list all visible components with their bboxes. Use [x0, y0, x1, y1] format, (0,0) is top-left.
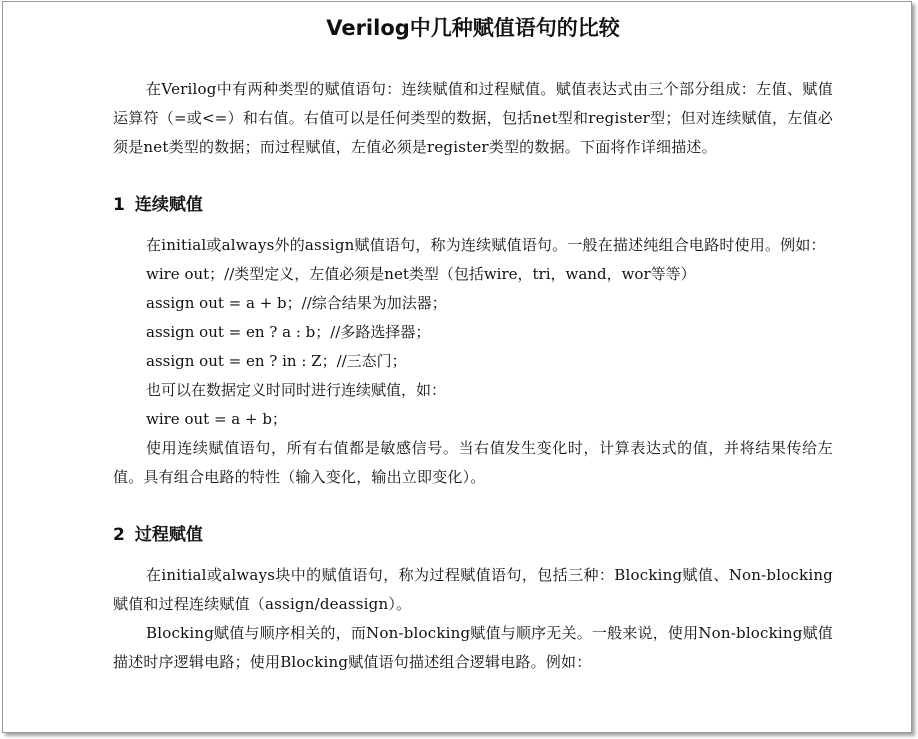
- section-2-paragraph-1: 在initial或always块中的赋值语句，称为过程赋值语句，包括三种：Blocking赋值、Non-blocking赋值和过程连续赋值（assign/deassign）。: [113, 566, 833, 613]
- section-2-heading: [113, 521, 833, 549]
- section-1-number: 1: [113, 195, 125, 215]
- section-1-paragraph-3: 使用连续赋值语句，所有右值都是敏感信号。当右值发生变化时，计算表达式的值，并将结果传给左值。具有组合电路的特性（输入变化，输出立即变化）。: [113, 439, 833, 486]
- document-title: Verilog中几种赋值语句的比较: [326, 16, 620, 40]
- code-line: assign out = a + b；//综合结果为加法器；: [146, 294, 447, 312]
- document-content: [113, 2, 833, 677]
- code-line: assign out = en ? in : Z；//三态门；: [146, 352, 407, 370]
- document-page: [2, 1, 912, 733]
- section-1-paragraph-2: 也可以在数据定义时同时进行连续赋值，如：: [146, 381, 447, 399]
- section-2-number: 2: [113, 525, 125, 545]
- intro-paragraph: 在Verilog中有两种类型的赋值语句：连续赋值和过程赋值。赋值表达式由三个部分组成：左值、赋值运算符（=或<=）和右值。右值可以是任何类型的数据，包括net型和register型；但对连续赋值，左值必须是net类型的数据；而过程赋值，左值必须是register类型的数据。下面将作详细描述。: [113, 80, 833, 156]
- code-line: wire out = a + b；: [146, 410, 287, 428]
- section-1-heading: [113, 191, 833, 219]
- code-line: assign out = en ? a : b；//多路选择器；: [146, 323, 431, 341]
- section-2-title: 过程赋值: [134, 525, 203, 545]
- section-1-paragraph-1: 在initial或always外的assign赋值语句，称为连续赋值语句。一般在描述纯组合电路时使用。例如：: [146, 236, 826, 254]
- section-1-title: 连续赋值: [134, 195, 203, 215]
- section-2-paragraph-2: Blocking赋值与顺序相关的，而Non-blocking赋值与顺序无关。一般来说，使用Non-blocking赋值描述时序逻辑电路；使用Blocking赋值语句描述组合逻辑电路。例如：: [113, 624, 833, 671]
- code-line: wire out；//类型定义，左值必须是net类型（包括wire，tri，wand，wor等等）: [146, 265, 696, 283]
